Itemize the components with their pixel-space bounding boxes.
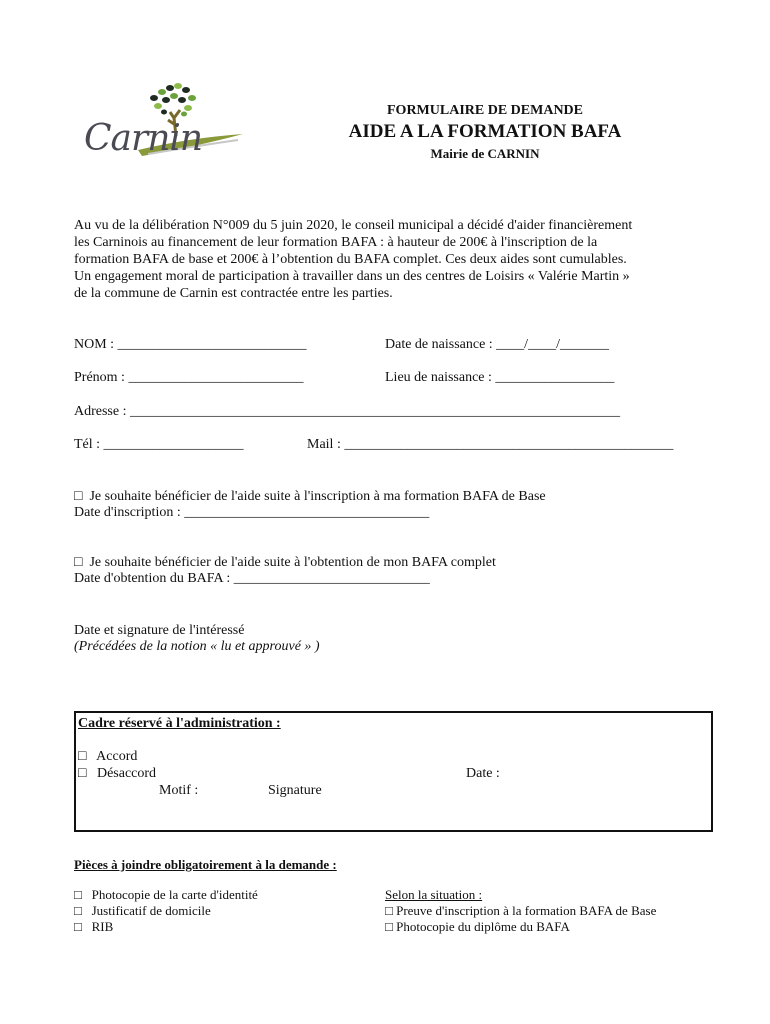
form-issuer: Mairie de CARNIN: [430, 146, 540, 161]
admin-box: [74, 711, 713, 832]
intro-line: de la commune de Carnin est contractée entre les parties.: [74, 286, 393, 301]
option-base[interactable]: [74, 489, 546, 521]
right-list-title: Selon la situation :: [385, 887, 483, 902]
accord-checkbox[interactable]: □ Accord: [78, 749, 138, 764]
birth-date-field[interactable]: Date de naissance : ____/____/_______: [385, 337, 609, 352]
motif-label: Motif :: [159, 783, 199, 798]
desaccord-checkbox[interactable]: □ Désaccord: [78, 766, 157, 781]
signature-label: Date et signature de l'intéressé: [74, 623, 245, 638]
pieces-title: Pièces à joindre obligatoirement à la demande :: [74, 857, 337, 872]
admin-signature-label: Signature: [268, 783, 322, 798]
birth-place-field[interactable]: Lieu de naissance : _________________: [385, 370, 615, 385]
pieces-left-list: [74, 887, 258, 935]
form-header: [300, 103, 670, 162]
option-complet[interactable]: [74, 555, 496, 587]
list-item: □ Preuve d'inscription à la formation BAFA de Base: [385, 903, 657, 918]
intro-line: formation BAFA de base et 200€ à l’obtention du BAFA complet. Ces deux aides sont cumulables.: [74, 252, 627, 267]
intro-paragraph: [74, 217, 698, 302]
signature-section: [74, 623, 320, 655]
form-subtitle: FORMULAIRE DE DEMANDE: [387, 103, 583, 118]
list-item: □ Justificatif de domicile: [74, 903, 211, 918]
list-item: □ RIB: [74, 919, 114, 934]
intro-line: Un engagement moral de participation à travailler dans un des centres de Loisirs « Valérie Martin »: [74, 269, 630, 284]
nom-field[interactable]: NOM : ___________________________: [74, 337, 307, 352]
obtention-date-field[interactable]: Date d'obtention du BAFA : ____________________________: [74, 571, 430, 586]
logo-text: Carnin: [84, 118, 203, 159]
admin-date-label: Date :: [466, 766, 500, 781]
admin-title: Cadre réservé à l'administration :: [78, 716, 281, 731]
form-title: AIDE A LA FORMATION BAFA: [348, 121, 622, 142]
intro-line: les Carninois au financement de leur formation BAFA : à hauteur de 200€ à l'inscription de la: [74, 235, 598, 250]
carnin-logo: [78, 78, 248, 168]
inscription-date-field[interactable]: Date d'inscription : ___________________________________: [74, 505, 430, 520]
signature-note: (Précédées de la notion « lu et approuvé » ): [74, 639, 320, 654]
address-field[interactable]: Adresse : ______________________________________________________________________: [74, 404, 620, 419]
option-base-checkbox-label[interactable]: □ Je souhaite bénéficier de l'aide suite à l'inscription à ma formation BAFA de Base: [74, 489, 546, 504]
phone-field[interactable]: Tél : ____________________: [74, 437, 244, 452]
option-complet-checkbox-label[interactable]: □ Je souhaite bénéficier de l'aide suite à l'obtention de mon BAFA complet: [74, 555, 496, 570]
list-item: □ Photocopie de la carte d'identité: [74, 887, 258, 902]
prenom-field[interactable]: Prénom : _________________________: [74, 370, 304, 385]
list-item: □ Photocopie du diplôme du BAFA: [385, 919, 570, 934]
pieces-right-list: [385, 887, 656, 935]
mail-field[interactable]: Mail : _______________________________________________: [307, 437, 674, 452]
intro-line: Au vu de la délibération N°009 du 5 juin 2020, le conseil municipal a décidé d'aider financièrement: [74, 218, 633, 233]
